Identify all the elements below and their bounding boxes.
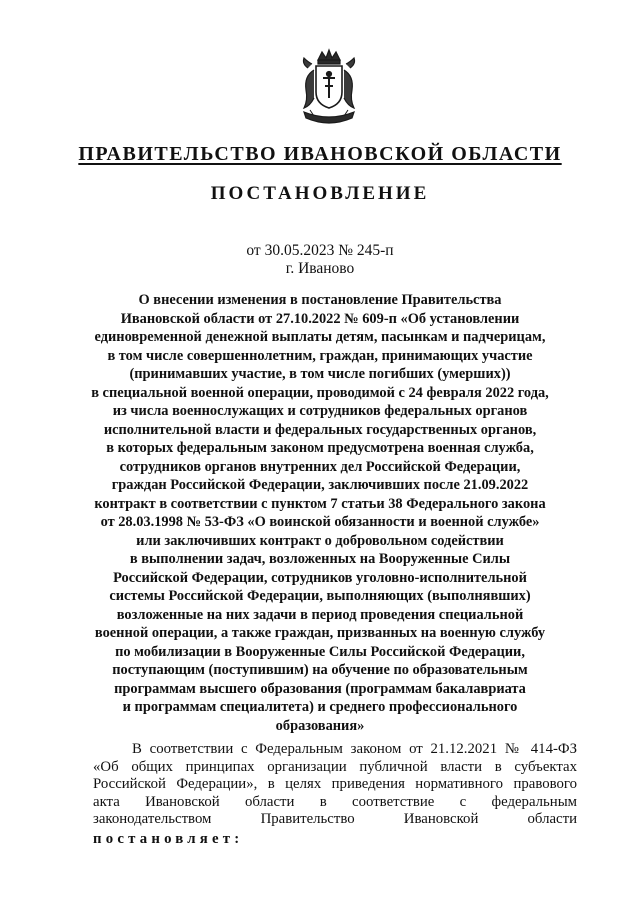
document-date-number: от 30.05.2023 № 245-п bbox=[246, 242, 394, 259]
subject-line: возложенные на них задачи в период проведения специальной bbox=[116, 606, 524, 623]
subject-line: из числа военнослужащих и сотрудников федеральных органов bbox=[112, 403, 528, 419]
subject-line: поступающим (поступившим) на обучение по образовательным bbox=[112, 662, 528, 678]
ivanovo-coat-of-arms-icon bbox=[296, 46, 362, 132]
government-title: ПРАВИТЕЛЬСТВО ИВАНОВСКОЙ ОБЛАСТИ bbox=[78, 143, 562, 165]
document-city: г. Иваново bbox=[285, 260, 355, 277]
document-type-title: ПОСТАНОВЛЕНИЕ bbox=[210, 183, 430, 204]
subject-line: по мобилизации в Вооруженные Силы Российской Федерации, bbox=[115, 643, 525, 660]
subject-line: Ивановской области от 27.10.2022 № 609-п «Об установлении bbox=[120, 310, 520, 327]
decree-word: постановляет: bbox=[93, 831, 244, 847]
subject-line: военной операции, а также граждан, призванных на военную службу bbox=[94, 625, 546, 641]
preamble-line: законодательством Правительство Ивановской области bbox=[93, 811, 577, 828]
subject-line: программам высшего образования (программам бакалавриата bbox=[114, 680, 526, 697]
subject-line: (принимавших участие, в том числе погибших (умерших)) bbox=[129, 366, 511, 382]
subject-line: или заключивших контракт о добровольном содействии bbox=[136, 532, 504, 549]
subject-line: и программам специалитета) и среднего профессионального bbox=[122, 699, 518, 715]
subject-line: контракт в соответствии с пунктом 7 статьи 38 Федерального закона bbox=[94, 495, 546, 512]
subject-line: единовременной денежной выплаты детям, пасынкам и падчерицам, bbox=[94, 329, 546, 345]
subject-line: образования» bbox=[275, 717, 365, 734]
subject-line: граждан Российской Федерации, заключивших после 21.09.2022 bbox=[111, 477, 529, 493]
subject-line: системы Российской Федерации, выполняющих (выполнявших) bbox=[109, 588, 531, 604]
subject-line: в том числе совершеннолетним, граждан, принимающих участие bbox=[107, 347, 533, 364]
subject-line: Российской Федерации, сотрудников уголовно-исполнительной bbox=[113, 569, 527, 586]
subject-line: О внесении изменения в постановление Правительства bbox=[138, 292, 502, 308]
subject-line: от 28.03.1998 № 53-ФЗ «О воинской обязанности и военной службе» bbox=[100, 514, 540, 530]
subject-line: в которых федеральным законом предусмотрена военная служба, bbox=[106, 440, 534, 456]
preamble-line: акта Ивановской области в соответствие с федеральным bbox=[93, 793, 577, 810]
subject-line: в выполнении задач, возложенных на Вооруженные Силы bbox=[129, 551, 511, 567]
preamble-line: «Об общих принципах организации публичной власти в субъектах bbox=[93, 758, 577, 775]
subject-line: в специальной военной операции, проводимой с 24 февраля 2022 года, bbox=[91, 384, 549, 401]
document-subject bbox=[60, 291, 580, 735]
subject-line: сотрудников органов внутренних дел Российской Федерации, bbox=[119, 458, 521, 475]
preamble-paragraph bbox=[93, 741, 577, 829]
subject-line: исполнительной власти и федеральных государственных органов, bbox=[103, 421, 537, 438]
preamble-line: Российской Федерации», в целях приведения нормативного правового bbox=[93, 776, 577, 793]
preamble-line: В соответствии с Федеральным законом от 21.12.2021 № 414-ФЗ bbox=[132, 741, 577, 757]
